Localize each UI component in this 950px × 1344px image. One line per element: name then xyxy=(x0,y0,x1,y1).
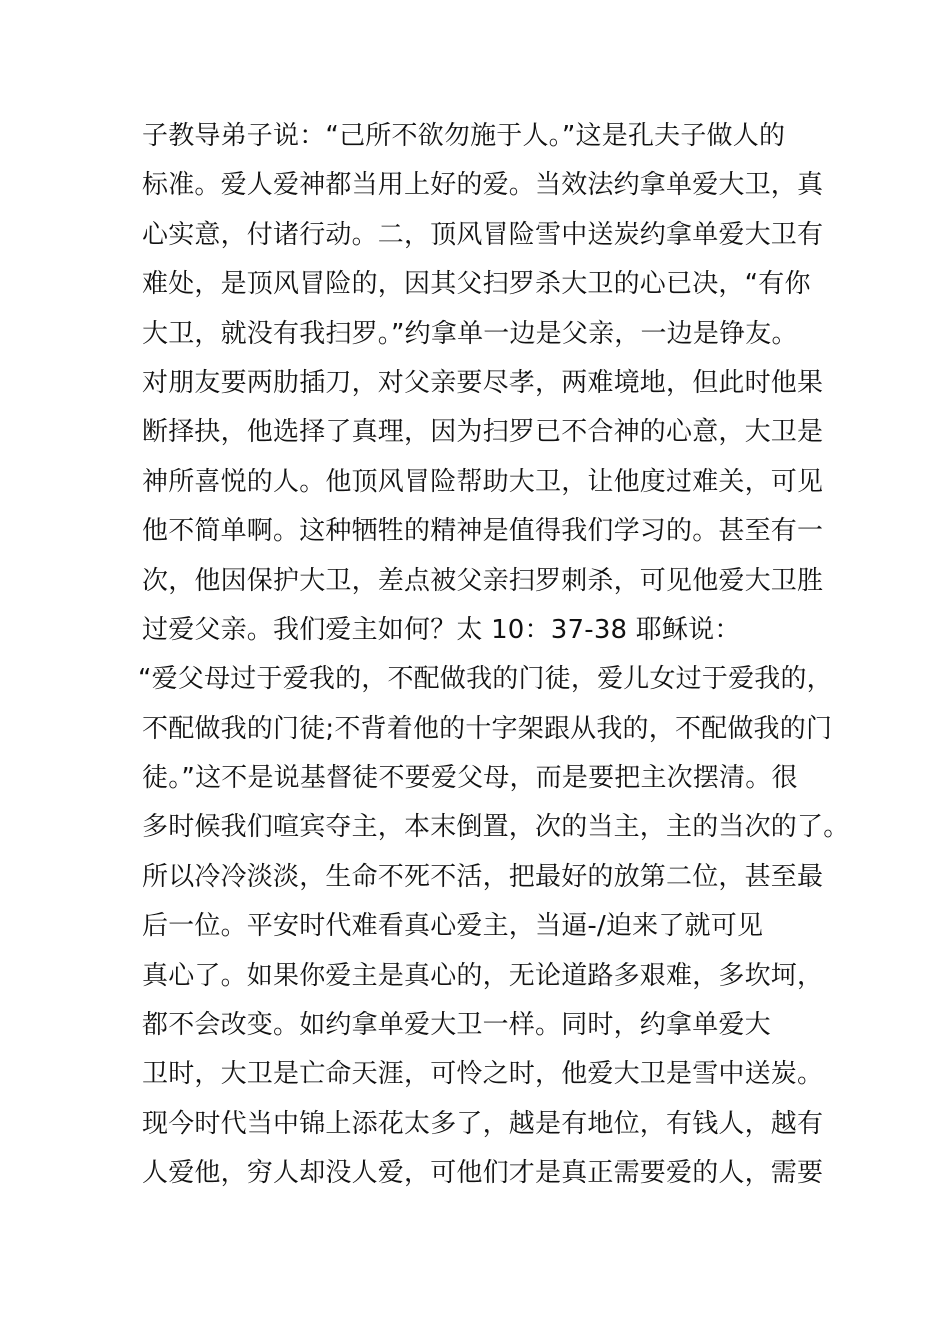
text-line: 大卫，就没有我扫罗。”约拿单一边是父亲，一边是铮友。 xyxy=(142,318,798,349)
document-body xyxy=(138,112,850,1199)
text-line: 卫时，大卫是亡命天涯，可怜之时，他爱大卫是雪中送炭。 xyxy=(142,1059,824,1090)
text-line: 多时候我们喧宾夺主，本末倒置，次的当主，主的当次的了。 xyxy=(142,812,850,843)
text-line: 都不会改变。如约拿单爱大卫一样。同时，约拿单爱大 xyxy=(142,1010,771,1041)
text-line: 对朋友要两肋插刀，对父亲要尽孝，两难境地，但此时他果 xyxy=(142,367,824,398)
text-line: 他不简单啊。这种牺牲的精神是值得我们学习的。甚至有一 xyxy=(142,516,824,547)
text-line: 断择抉，他选择了真理，因为扫罗已不合神的心意，大卫是 xyxy=(142,417,824,448)
text-line: 心实意，付诸行动。二，顶风冒险雪中送炭约拿单爱大卫有 xyxy=(142,219,824,250)
text-line: 次，他因保护大卫，差点被父亲扫罗刺杀，可见他爱大卫胜 xyxy=(142,565,824,596)
text-line: 人爱他，穷人却没人爱，可他们才是真正需要爱的人，需要 xyxy=(142,1158,824,1189)
text-line: 后一位。平安时代难看真心爱主，当逼-/迫来了就可见 xyxy=(142,911,764,942)
text-line: “爱父母过于爱我的，不配做我的门徒，爱儿女过于爱我的， xyxy=(138,664,833,695)
text-line: 所以冷冷淡淡，生命不死不活，把最好的放第二位，甚至最 xyxy=(142,861,824,892)
text-line: 难处，是顶风冒险的，因其父扫罗杀大卫的心已决，“有你 xyxy=(142,269,811,300)
text-line: 真心了。如果你爱主是真心的，无论道路多艰难，多坎坷， xyxy=(142,960,824,991)
text-line: 过爱父亲。我们爱主如何？太 10：37-38 耶稣说： xyxy=(142,614,741,645)
text-line: 不配做我的门徒;不背着他的十字架跟从我的，不配做我的门 xyxy=(142,713,833,744)
text-line: 现今时代当中锦上添花太多了，越是有地位，有钱人，越有 xyxy=(142,1108,824,1139)
text-line: 子教导弟子说：“己所不欲勿施于人。”这是孔夫子做人的 xyxy=(142,121,786,151)
text-line: 徒。”这不是说基督徒不要爱父母，而是要把主次摆清。很 xyxy=(142,763,798,794)
text-line: 标准。爱人爱神都当用上好的爱。当效法约拿单爱大卫，真 xyxy=(142,170,824,201)
text-line: 神所喜悦的人。他顶风冒险帮助大卫，让他度过难关，可见 xyxy=(142,466,824,497)
